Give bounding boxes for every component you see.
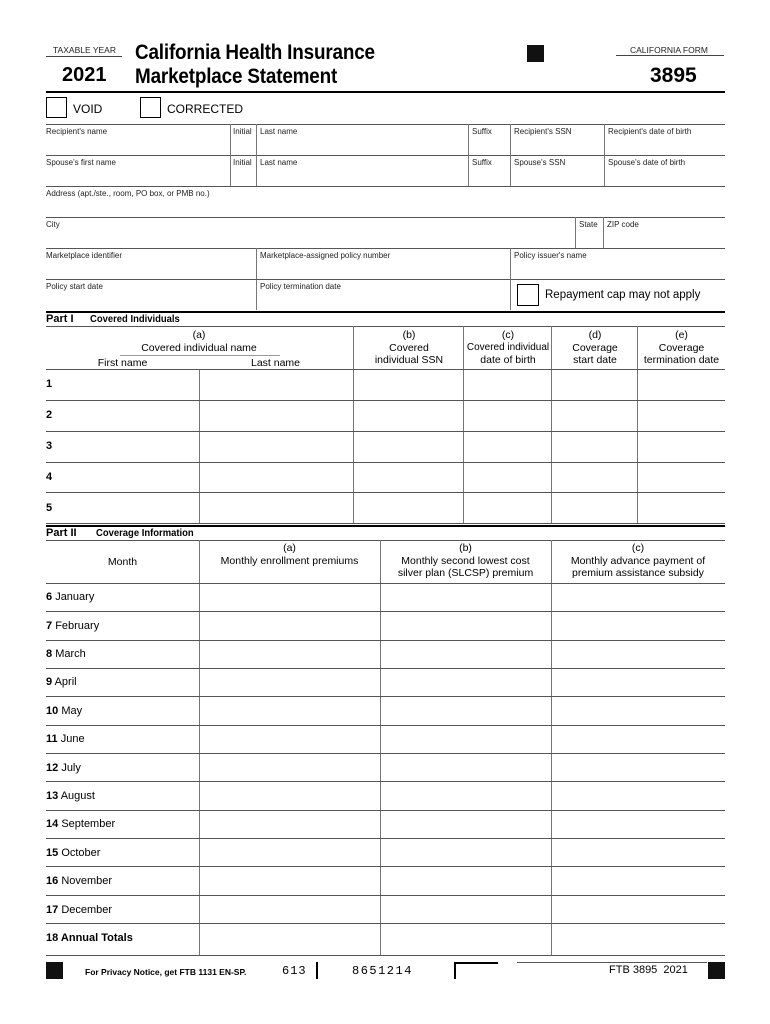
footer-form-id: FTB 3895 2021 (609, 964, 688, 976)
form-title-line2: Marketplace Statement (135, 65, 338, 88)
scan-corner-mark (454, 962, 498, 979)
last-name-label: Last name (260, 127, 298, 136)
registration-mark-bottom-right (708, 962, 725, 979)
policy-start-label: Policy start date (46, 282, 103, 291)
city-label: City (46, 220, 60, 229)
p1-col-c-letter: (c) (501, 329, 515, 341)
marketplace-identifier-label: Marketplace identifier (46, 251, 123, 260)
part1-title: Covered Individuals (90, 313, 180, 325)
p1-col-b-letter: (b) (402, 329, 416, 341)
taxable-year-label: TAXABLE YEAR (53, 45, 116, 55)
state-label: State (579, 220, 598, 229)
p2-row-may: 10 May (46, 705, 83, 717)
registration-mark-top (527, 45, 544, 62)
p1-col-a-letter: (a) (192, 329, 206, 341)
spouses-first-name-label: Spouse's first name (46, 158, 117, 167)
suffix-label: Suffix (472, 127, 492, 136)
spouses-dob-label: Spouse's date of birth (608, 158, 686, 167)
p2-col-c-line1: Monthly advance payment of (570, 555, 706, 567)
recipients-name-input[interactable] (46, 137, 228, 154)
void-label: VOID (73, 102, 103, 116)
policy-number-label: Marketplace-assigned policy number (260, 251, 391, 260)
p1-row-5: 5 (46, 502, 53, 514)
p1-col-e-letter: (e) (675, 329, 688, 341)
corrected-label: CORRECTED (167, 102, 244, 116)
corrected-checkbox[interactable] (140, 97, 161, 118)
p1-col-d-letter: (d) (588, 329, 602, 341)
address-label: Address (apt./ste., room, PO box, or PMB no.) (46, 189, 210, 198)
p1-col-e-line1: Coverage (658, 342, 705, 354)
p1-first-name: First name (97, 357, 148, 369)
tax-year: 2021 (62, 64, 107, 86)
p2-row-november: 16 November (46, 875, 113, 887)
spouse-suffix-label: Suffix (472, 158, 492, 167)
zip-label: ZIP code (607, 220, 639, 229)
p1-col-e-line2: termination date (643, 354, 720, 366)
p1-last-name: Last name (250, 357, 301, 369)
p1-col-a-title: Covered individual name (141, 342, 257, 354)
repayment-cap-checkbox[interactable] (517, 284, 539, 306)
recipients-dob-label: Recipient's date of birth (608, 127, 692, 136)
p2-row-annual-totals: 18 Annual Totals (46, 932, 133, 944)
footer-barcode-number: 8651214 (352, 964, 413, 978)
p2-col-a-title: Monthly enrollment premiums (220, 555, 359, 567)
p2-row-august: 13 August (46, 790, 95, 802)
spouse-last-name-label: Last name (260, 158, 298, 167)
void-checkbox[interactable] (46, 97, 67, 118)
p1-col-d-line1: Coverage (572, 342, 618, 354)
p1-row-3: 3 (46, 440, 53, 452)
policy-termination-label: Policy termination date (260, 282, 341, 291)
p1-row-2: 2 (46, 409, 53, 421)
p2-col-c-line2: premium assistance subsidy (572, 567, 704, 579)
p2-row-december: 17 December (46, 904, 113, 916)
p1-col-c-line2: date of birth (480, 354, 536, 366)
spouse-initial-label: Initial (233, 158, 252, 167)
p1-col-b-line1: Covered (389, 342, 429, 354)
p2-row-september: 14 September (46, 818, 116, 830)
p1-col-c-line1: Covered individual (466, 342, 550, 353)
part2-label: Part II (46, 527, 77, 539)
p2-row-june: 11 June (46, 733, 85, 745)
recipients-ssn-label: Recipient's SSN (514, 127, 572, 136)
privacy-notice: For Privacy Notice, get FTB 1131 EN-SP. (85, 967, 247, 977)
p1-row-4: 4 (46, 471, 53, 483)
registration-mark-bottom-left (46, 962, 63, 979)
part2-title: Coverage Information (96, 527, 194, 539)
p1-col-d-line2: start date (573, 354, 617, 366)
spouses-ssn-label: Spouse's SSN (514, 158, 566, 167)
recipients-name-label: Recipient's name (46, 127, 108, 136)
p2-row-july: 12 July (46, 762, 81, 774)
initial-label: Initial (233, 127, 252, 136)
policy-issuer-label: Policy issuer's name (514, 251, 587, 260)
p1-col-b-line2: individual SSN (374, 354, 444, 366)
p2-col-b-line2: silver plan (SLCSP) premium (397, 567, 534, 579)
p2-row-april: 9 April (46, 676, 77, 688)
p2-col-c-letter: (c) (631, 542, 645, 554)
p2-month-header: Month (107, 556, 138, 568)
form-title-line1: California Health Insurance (135, 41, 375, 64)
p1-row-1: 1 (46, 378, 53, 390)
p2-row-january: 6 January (46, 591, 95, 603)
p2-col-b-letter: (b) (459, 542, 472, 554)
repayment-cap-label: Repayment cap may not apply (545, 289, 701, 301)
form-number: 3895 (650, 64, 697, 87)
p2-row-february: 7 February (46, 620, 100, 632)
p2-row-march: 8 March (46, 648, 86, 660)
p2-col-a-letter: (a) (283, 542, 296, 554)
california-form-label: CALIFORNIA FORM (630, 45, 708, 55)
p2-row-october: 15 October (46, 847, 101, 859)
p2-col-b-line1: Monthly second lowest cost (401, 555, 530, 567)
footer-code-613: 613 (282, 964, 307, 978)
part1-label: Part I (46, 313, 74, 325)
